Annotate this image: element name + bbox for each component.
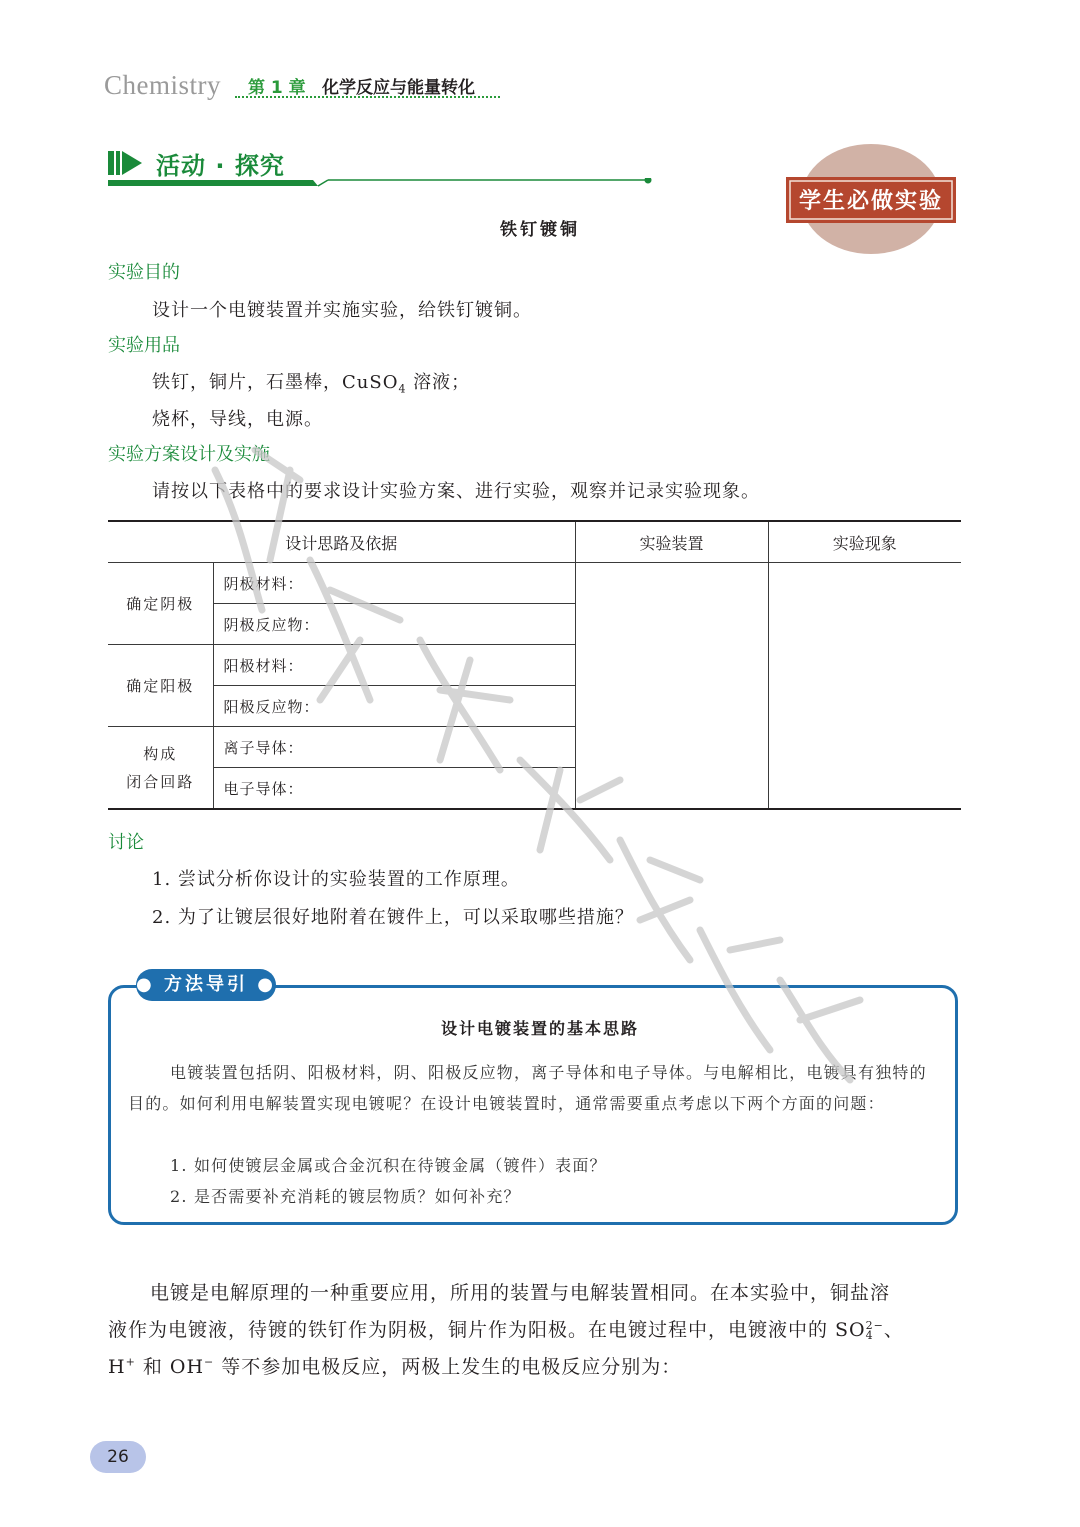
table-header-design: 设计思路及依据 [108, 521, 575, 563]
chapter-title: 化学反应与能量转化 [322, 78, 475, 98]
apparatus-cell [575, 563, 768, 810]
design-table [108, 520, 961, 810]
materials-line-2: 烧杯，导线，电源。 [152, 409, 323, 430]
header-divider [235, 96, 500, 98]
table-cell: 离子导体： [213, 727, 575, 768]
table-cell: 阴极材料： [213, 563, 575, 604]
purpose-text: 设计一个电镀装置并实施实验，给铁钉镀铜。 [152, 300, 532, 321]
play-arrow-icon [108, 148, 142, 178]
table-cell: 阴极反应物： [213, 604, 575, 645]
discussion-heading: 讨论 [108, 832, 144, 853]
table-cell: 阳极材料： [213, 645, 575, 686]
table-header-apparatus: 实验装置 [575, 521, 768, 563]
chapter-number: 第 1 章 [248, 78, 306, 98]
discussion-item: 1. 尝试分析你设计的实验装置的工作原理。 [152, 869, 520, 890]
phenomenon-cell [768, 563, 961, 810]
design-text: 请按以下表格中的要求设计实验方案、进行实验，观察并记录实验现象。 [152, 481, 760, 502]
svg-text:学生必做实验: 学生必做实验 [798, 188, 944, 214]
header-brand: Chemistry [104, 70, 221, 100]
row-label-circuit: 构成 闭合回路 [108, 727, 213, 810]
method-text: 电镀装置包括阴、阳极材料，阴、阳极反应物，离子导体和电子导体。与电解相比，电镀具有独特的目的。如何利用电解装置实现电镀呢？在设计电镀装置时，通常需要重点考虑以下两个方面的问题： [128, 1063, 927, 1113]
table-cell: 阳极反应物： [213, 686, 575, 727]
table-header-phenomenon: 实验现象 [768, 521, 961, 563]
activity-underline [108, 178, 653, 188]
table-cell: 电子导体： [213, 768, 575, 810]
method-title: 设计电镀装置的基本思路 [440, 1019, 639, 1038]
paragraph-line-1: 电镀是电解原理的一种重要应用，所用的装置与电解装置相同。在本实验中，铜盐溶 [150, 1282, 891, 1304]
experiment-title: 铁钉镀铜 [500, 220, 580, 240]
discussion-item: 2. 为了让镀层很好地附着在镀件上，可以采取哪些措施？ [152, 907, 634, 928]
materials-line-1: 铁钉，铜片，石墨棒，CuSO$_4$ 溶液； [152, 372, 471, 396]
activity-label: 活动 · 探究 [156, 152, 285, 180]
paragraph-line-2: 液作为电镀液，待镀的铁钉作为阴极，铜片作为阳极。在电镀过程中，电镀液中的 SO2− 4 、 [108, 1319, 904, 1342]
materials-heading: 实验用品 [108, 335, 180, 356]
row-label-anode: 确定阳极 [108, 645, 213, 727]
purpose-heading: 实验目的 [108, 262, 180, 283]
method-tag: ● 方法导引 ● [136, 969, 276, 1001]
method-item: 2. 是否需要补充消耗的镀层物质？如何补充？ [170, 1187, 521, 1206]
design-heading: 实验方案设计及实施 [108, 444, 270, 465]
paragraph-line-3: H+ 和 OH− 等不参加电极反应，两极上发生的电极反应分别为： [108, 1355, 682, 1378]
page-number: 26 [90, 1441, 146, 1473]
row-label-cathode: 确定阴极 [108, 563, 213, 645]
method-item: 1. 如何使镀层金属或合金沉积在待镀金属（镀件）表面？ [170, 1156, 607, 1175]
